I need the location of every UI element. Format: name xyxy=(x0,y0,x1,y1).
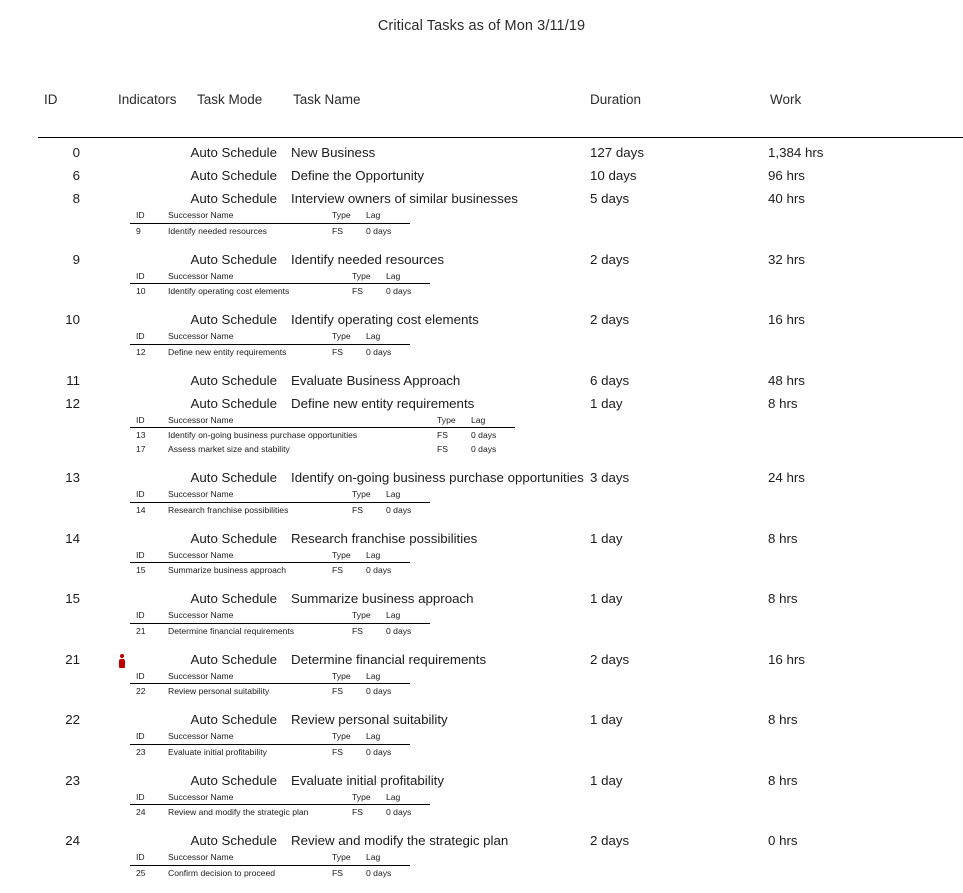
task-block xyxy=(0,167,963,184)
task-indicators-cell xyxy=(118,311,174,328)
task-block xyxy=(0,251,963,299)
successor-id-cell: 21 xyxy=(136,625,146,636)
task-block xyxy=(0,144,963,161)
row-spacer xyxy=(0,301,963,311)
successor-table xyxy=(130,609,430,638)
column-header-task-name: Task Name xyxy=(293,92,361,107)
task-indicators-cell xyxy=(118,395,174,412)
task-name-cell: Define the Opportunity xyxy=(291,168,425,183)
successor-column-header-id: ID xyxy=(136,610,145,620)
task-name-cell: Review and modify the strategic plan xyxy=(291,833,509,848)
task-work-cell: 8 hrs xyxy=(768,712,798,727)
task-duration-cell: 5 days xyxy=(590,191,630,206)
successor-id-cell: 12 xyxy=(136,346,146,357)
task-name-cell: New Business xyxy=(291,145,376,160)
successor-column-header-name: Successor Name xyxy=(168,489,234,499)
row-spacer xyxy=(0,762,963,772)
task-block xyxy=(0,711,963,759)
successor-column-header-type: Type xyxy=(352,270,371,281)
task-duration-cell: 2 days xyxy=(590,651,630,667)
successor-lag-cell: 0 days xyxy=(366,746,392,757)
successor-row[interactable] xyxy=(130,563,410,578)
successor-name-cell: Identify needed resources xyxy=(168,225,267,236)
task-duration-cell: 3 days xyxy=(590,470,630,485)
task-mode-cell: Auto Schedule xyxy=(190,470,277,485)
successor-table xyxy=(130,851,410,880)
task-id-cell: 12 xyxy=(65,395,80,411)
task-duration-cell: 2 days xyxy=(590,251,630,267)
task-mode-cell: Auto Schedule xyxy=(190,395,277,411)
task-indicators-cell xyxy=(118,530,174,547)
task-id-cell: 22 xyxy=(65,712,80,727)
task-mode-cell: Auto Schedule xyxy=(190,145,277,160)
successor-column-header-id: ID xyxy=(136,670,145,681)
successor-column-header-id: ID xyxy=(136,731,145,741)
row-spacer xyxy=(0,580,963,590)
task-indicators-cell xyxy=(118,832,174,849)
table-row[interactable] xyxy=(0,311,963,328)
task-block xyxy=(0,772,963,820)
successor-column-header-type: Type xyxy=(352,489,371,499)
successor-column-header-lag: Lag xyxy=(366,331,381,341)
task-duration-cell: 1 day xyxy=(590,591,623,606)
successor-column-header-lag: Lag xyxy=(386,610,401,620)
successor-column-header-name: Successor Name xyxy=(168,731,234,741)
successor-lag-cell: 0 days xyxy=(366,686,392,696)
successor-table xyxy=(130,730,410,759)
successor-column-header-type: Type xyxy=(332,852,351,862)
successor-row[interactable] xyxy=(130,805,430,820)
successor-column-header-id: ID xyxy=(136,210,145,220)
successor-column-header-lag: Lag xyxy=(386,791,401,802)
task-name-cell: Define new entity requirements xyxy=(291,395,475,411)
task-work-cell: 40 hrs xyxy=(768,191,805,206)
successor-row[interactable] xyxy=(130,684,410,699)
successor-lag-cell: 0 days xyxy=(366,565,392,575)
task-mode-cell: Auto Schedule xyxy=(190,712,277,727)
successor-name-cell: Review and modify the strategic plan xyxy=(168,807,309,817)
successor-column-header-name: Successor Name xyxy=(168,414,234,425)
table-row[interactable] xyxy=(0,651,963,668)
successor-type-cell: FS xyxy=(437,444,448,454)
task-duration-cell: 127 days xyxy=(590,145,644,160)
successor-id-cell: 22 xyxy=(136,686,146,696)
successor-row[interactable] xyxy=(130,284,430,299)
successor-column-header-id: ID xyxy=(136,852,145,862)
task-work-cell: 1,384 hrs xyxy=(768,145,824,160)
task-mode-cell: Auto Schedule xyxy=(190,191,277,206)
successor-column-header-lag: Lag xyxy=(471,414,486,425)
task-id-cell: 13 xyxy=(65,470,80,485)
task-block xyxy=(0,469,963,517)
successor-id-cell: 24 xyxy=(136,807,146,817)
task-indicators-cell xyxy=(118,772,174,789)
row-spacer xyxy=(0,520,963,530)
task-mode-cell: Auto Schedule xyxy=(190,530,277,546)
successor-type-cell: FS xyxy=(332,225,343,236)
column-header-id: ID xyxy=(44,92,58,107)
row-spacer xyxy=(0,362,963,372)
task-mode-cell: Auto Schedule xyxy=(190,591,277,606)
resource-indicator-icon[interactable] xyxy=(118,654,125,668)
successor-column-header-lag: Lag xyxy=(386,270,401,281)
task-duration-cell: 2 days xyxy=(590,833,630,848)
page-title: Critical Tasks as of Mon 3/11/19 xyxy=(377,18,586,34)
row-spacer xyxy=(0,822,963,832)
successor-column-header-type: Type xyxy=(332,331,351,341)
successor-type-cell: FS xyxy=(437,430,448,440)
successor-column-header-lag: Lag xyxy=(366,852,381,862)
successor-type-cell: FS xyxy=(332,565,343,575)
successor-row[interactable] xyxy=(130,744,410,759)
successor-lag-cell: 0 days xyxy=(366,225,392,236)
table-row[interactable] xyxy=(0,711,963,728)
column-header-indicators: Indicators xyxy=(118,92,177,107)
table-row[interactable] xyxy=(0,395,963,412)
successor-type-cell: FS xyxy=(352,807,363,817)
task-work-cell: 48 hrs xyxy=(768,372,805,388)
table-row[interactable] xyxy=(0,772,963,789)
successor-lag-cell: 0 days xyxy=(366,346,392,357)
successor-type-cell: FS xyxy=(352,286,363,296)
task-name-cell: Interview owners of similar businesses xyxy=(291,191,518,206)
successor-column-header-lag: Lag xyxy=(366,731,381,741)
task-work-cell: 8 hrs xyxy=(768,591,798,606)
column-header-duration: Duration xyxy=(590,92,642,107)
successor-id-cell: 9 xyxy=(136,225,141,236)
successor-column-header-name: Successor Name xyxy=(168,852,234,862)
successor-column-header-name: Successor Name xyxy=(168,610,234,620)
table-row[interactable] xyxy=(0,590,963,607)
task-duration-cell: 10 days xyxy=(590,168,637,183)
successor-name-cell: Confirm decision to proceed xyxy=(168,867,275,878)
task-block xyxy=(0,651,963,699)
row-spacer xyxy=(0,641,963,651)
successor-id-cell: 17 xyxy=(136,444,146,454)
successor-table xyxy=(130,270,430,299)
successor-row[interactable] xyxy=(130,442,515,456)
successor-id-cell: 14 xyxy=(136,504,146,515)
successor-column-header-id: ID xyxy=(136,791,145,802)
successor-name-cell: Review personal suitability xyxy=(168,686,270,696)
task-block xyxy=(0,311,963,359)
successor-column-header-type: Type xyxy=(332,731,351,741)
task-duration-cell: 1 day xyxy=(590,530,623,546)
successor-row[interactable] xyxy=(130,502,430,517)
successor-column-header-id: ID xyxy=(136,331,145,341)
row-spacer xyxy=(0,241,963,251)
task-indicators-cell xyxy=(118,711,174,728)
task-mode-cell: Auto Schedule xyxy=(190,772,277,788)
successor-column-header-type: Type xyxy=(332,210,351,220)
task-name-cell: Evaluate Business Approach xyxy=(291,372,461,388)
successor-column-header-lag: Lag xyxy=(366,549,381,560)
task-mode-cell: Auto Schedule xyxy=(190,651,277,667)
task-indicators-cell xyxy=(118,190,174,207)
column-header-row xyxy=(0,92,963,114)
successor-table xyxy=(130,414,515,457)
task-work-cell: 0 hrs xyxy=(768,833,798,848)
task-mode-cell: Auto Schedule xyxy=(190,833,277,848)
successor-id-cell: 13 xyxy=(136,430,146,440)
task-duration-cell: 1 day xyxy=(590,772,623,788)
row-spacer xyxy=(0,459,963,469)
successor-table xyxy=(130,488,430,517)
task-name-cell: Research franchise possibilities xyxy=(291,530,478,546)
table-row[interactable] xyxy=(0,251,963,268)
successor-column-header-type: Type xyxy=(352,791,371,802)
task-mode-cell: Auto Schedule xyxy=(190,168,277,183)
successor-row[interactable] xyxy=(130,865,410,880)
task-id-cell: 23 xyxy=(65,772,80,788)
successor-lag-cell: 0 days xyxy=(386,504,412,515)
task-block xyxy=(0,372,963,389)
successor-type-cell: FS xyxy=(332,746,343,757)
successor-name-cell: Define new entity requirements xyxy=(168,346,287,357)
successor-name-cell: Assess market size and stability xyxy=(168,444,290,454)
task-indicators-cell xyxy=(118,590,174,607)
task-mode-cell: Auto Schedule xyxy=(190,251,277,267)
task-name-cell: Identify needed resources xyxy=(291,251,445,267)
successor-column-header-type: Type xyxy=(332,670,351,681)
task-id-cell: 9 xyxy=(72,251,80,267)
successor-column-header-id: ID xyxy=(136,414,145,425)
successor-type-cell: FS xyxy=(352,625,363,636)
successor-column-header-type: Type xyxy=(437,414,456,425)
task-indicators-cell xyxy=(118,251,174,268)
task-id-cell: 21 xyxy=(65,651,80,667)
task-name-cell: Identify operating cost elements xyxy=(291,312,479,327)
task-id-cell: 10 xyxy=(65,312,80,327)
task-id-cell: 14 xyxy=(65,530,80,546)
task-work-cell: 8 hrs xyxy=(768,395,798,411)
task-name-cell: Summarize business approach xyxy=(291,591,474,606)
successor-column-header-id: ID xyxy=(136,489,145,499)
successor-row[interactable] xyxy=(130,344,410,359)
table-row[interactable] xyxy=(0,372,963,389)
successor-lag-cell: 0 days xyxy=(386,286,412,296)
task-work-cell: 96 hrs xyxy=(768,168,805,183)
successor-column-header-name: Successor Name xyxy=(168,270,234,281)
successor-type-cell: FS xyxy=(332,867,343,878)
successor-column-header-lag: Lag xyxy=(366,670,381,681)
task-block xyxy=(0,395,963,457)
task-indicators-cell xyxy=(118,372,174,389)
successor-type-cell: FS xyxy=(352,504,363,515)
task-work-cell: 24 hrs xyxy=(768,470,805,485)
successor-column-header-name: Successor Name xyxy=(168,331,234,341)
successor-row[interactable] xyxy=(130,623,430,638)
table-row[interactable] xyxy=(0,167,963,184)
task-duration-cell: 6 days xyxy=(590,372,630,388)
successor-name-cell: Identify operating cost elements xyxy=(168,286,290,296)
task-mode-cell: Auto Schedule xyxy=(190,372,277,388)
task-indicators-cell xyxy=(118,167,174,184)
successor-row[interactable] xyxy=(130,428,515,443)
successor-column-header-name: Successor Name xyxy=(168,791,234,802)
task-work-cell: 16 hrs xyxy=(768,312,805,327)
task-id-cell: 15 xyxy=(65,591,80,606)
task-name-cell: Evaluate initial profitability xyxy=(291,772,444,788)
task-duration-cell: 1 day xyxy=(590,712,623,727)
task-block xyxy=(0,190,963,238)
successor-type-cell: FS xyxy=(332,346,343,357)
successor-column-header-lag: Lag xyxy=(386,489,401,499)
task-id-cell: 11 xyxy=(66,372,80,388)
table-row[interactable] xyxy=(0,144,963,161)
successor-lag-cell: 0 days xyxy=(471,444,497,454)
task-block xyxy=(0,832,963,880)
task-name-cell: Identify on-going business purchase opportunities xyxy=(291,470,584,485)
successor-table xyxy=(130,330,410,359)
successor-name-cell: Summarize business approach xyxy=(168,565,286,575)
task-work-cell: 8 hrs xyxy=(768,772,798,788)
successor-lag-cell: 0 days xyxy=(366,867,392,878)
task-duration-cell: 2 days xyxy=(590,312,630,327)
successor-name-cell: Determine financial requirements xyxy=(168,625,295,636)
successor-lag-cell: 0 days xyxy=(386,807,412,817)
table-row[interactable] xyxy=(0,832,963,849)
table-row[interactable] xyxy=(0,530,963,547)
successor-name-cell: Research franchise possibilities xyxy=(168,504,289,515)
table-row[interactable] xyxy=(0,469,963,486)
successor-column-header-name: Successor Name xyxy=(168,210,234,220)
successor-id-cell: 25 xyxy=(136,867,146,878)
column-header-work: Work xyxy=(770,92,802,107)
successor-type-cell: FS xyxy=(332,686,343,696)
successor-lag-cell: 0 days xyxy=(386,625,412,636)
successor-column-header-id: ID xyxy=(136,549,145,560)
task-work-cell: 8 hrs xyxy=(768,530,798,546)
successor-name-cell: Identify on-going business purchase opportunities xyxy=(168,430,358,440)
task-id-cell: 6 xyxy=(72,168,80,183)
successor-table xyxy=(130,791,430,820)
task-rows xyxy=(0,144,963,893)
task-work-cell: 32 hrs xyxy=(768,251,805,267)
table-row[interactable] xyxy=(0,190,963,207)
task-id-cell: 24 xyxy=(65,833,80,848)
row-spacer xyxy=(0,883,963,893)
successor-id-cell: 23 xyxy=(136,746,146,757)
successor-row[interactable] xyxy=(130,223,410,238)
successor-column-header-name: Successor Name xyxy=(168,549,234,560)
task-indicators-cell xyxy=(118,651,174,668)
successor-column-header-name: Successor Name xyxy=(168,670,234,681)
successor-table xyxy=(130,209,410,238)
successor-column-header-lag: Lag xyxy=(366,210,381,220)
task-indicators-cell xyxy=(118,469,174,486)
successor-column-header-type: Type xyxy=(352,610,371,620)
header-divider xyxy=(38,137,963,138)
task-mode-cell: Auto Schedule xyxy=(190,312,277,327)
successor-column-header-id: ID xyxy=(136,270,145,281)
task-indicators-cell xyxy=(118,144,174,161)
successor-name-cell: Evaluate initial profitability xyxy=(168,746,267,757)
row-spacer xyxy=(0,701,963,711)
task-name-cell: Determine financial requirements xyxy=(291,651,487,667)
task-id-cell: 0 xyxy=(72,145,80,160)
task-id-cell: 8 xyxy=(72,191,80,206)
task-name-cell: Review personal suitability xyxy=(291,712,448,727)
successor-id-cell: 10 xyxy=(136,286,146,296)
task-work-cell: 16 hrs xyxy=(768,651,805,667)
successor-table xyxy=(130,549,410,578)
task-block xyxy=(0,590,963,638)
successor-column-header-type: Type xyxy=(332,549,351,560)
task-block xyxy=(0,530,963,578)
successor-id-cell: 15 xyxy=(136,565,146,575)
column-header-task-mode: Task Mode xyxy=(197,92,263,107)
successor-table xyxy=(130,670,410,699)
task-duration-cell: 1 day xyxy=(590,395,623,411)
successor-lag-cell: 0 days xyxy=(471,430,497,440)
